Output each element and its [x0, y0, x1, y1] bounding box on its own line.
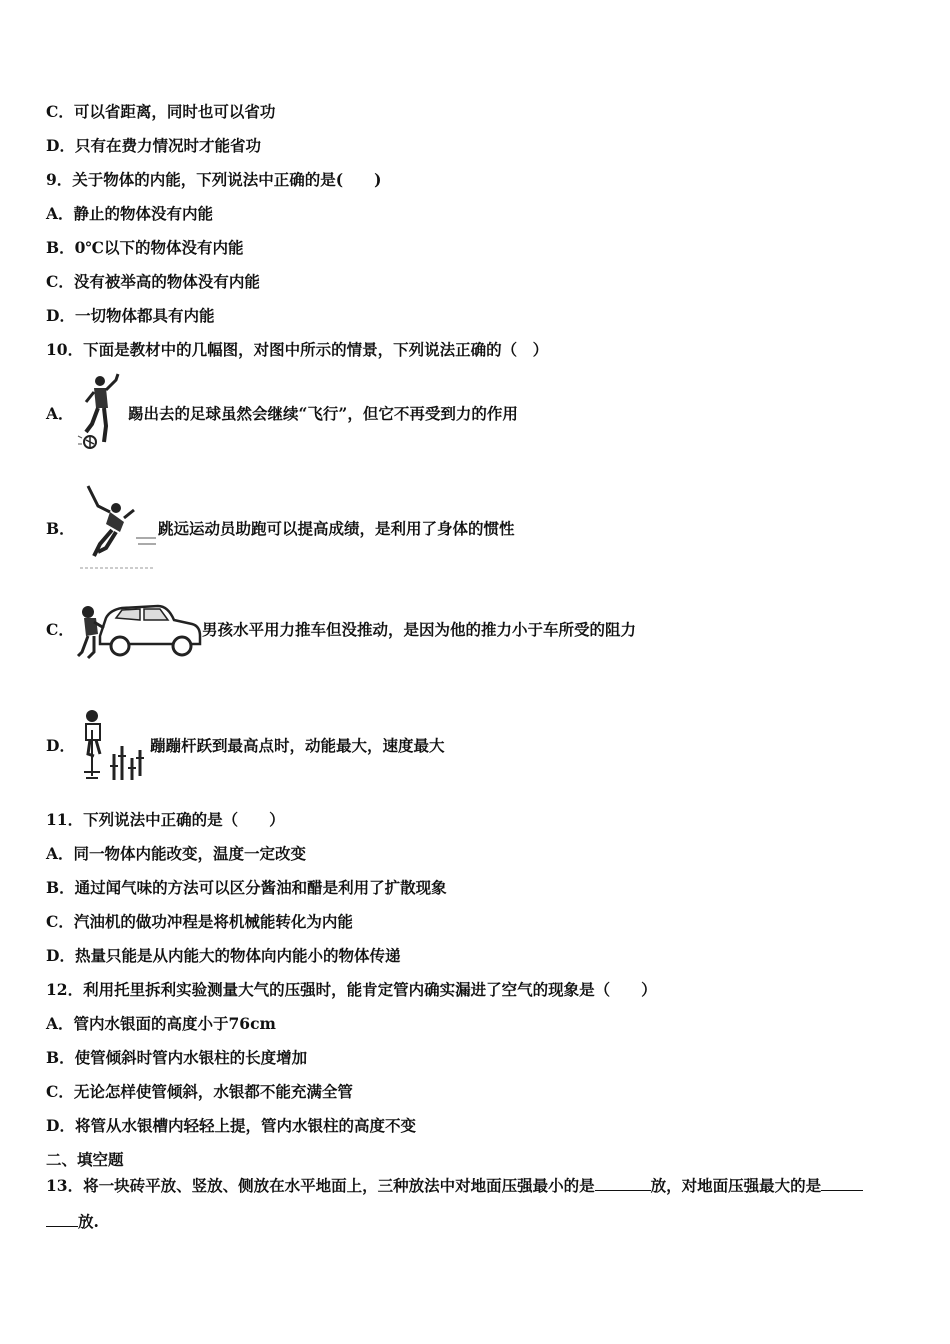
soccer-player-icon	[76, 372, 126, 454]
q13-line1	[46, 1176, 863, 1196]
option-text: 男孩水平用力推车但没推动，是因为他的推力小于车所受的阻力	[202, 620, 637, 639]
q13-text-part3: 放.	[78, 1212, 99, 1231]
q12-option-c: C．无论怎样使管倾斜，水银都不能充满全管	[46, 1082, 353, 1101]
q13-text-part1: 13．将一块砖平放、竖放、侧放在水平地面上，三种放法中对地面压强最小的是	[46, 1176, 595, 1195]
q10-option-b	[46, 482, 515, 574]
q13-blank-2a[interactable]	[821, 1176, 863, 1191]
q9-stem: 9．关于物体的内能，下列说法中正确的是( )	[46, 170, 382, 189]
option-letter: A．	[46, 404, 74, 423]
q8-option-c: C．可以省距离，同时也可以省功	[46, 102, 276, 121]
option-letter: B．	[46, 519, 75, 538]
q11-option-b: B．通过闻气味的方法可以区分酱油和醋是利用了扩散现象	[46, 878, 447, 897]
q12-option-d: D．将管从水银槽内轻轻上提，管内水银柱的高度不变	[46, 1116, 416, 1135]
q11-option-c: C．汽油机的做功冲程是将机械能转化为内能	[46, 912, 353, 931]
q9-option-c: C．没有被举高的物体没有内能	[46, 272, 260, 291]
long-jumper-icon	[76, 482, 158, 574]
q13-blank-2b[interactable]	[46, 1212, 78, 1227]
q10-stem: 10．下面是教材中的几幅图，对图中所示的情景，下列说法正确的（ ）	[46, 340, 549, 359]
option-text: 跳远运动员助跑可以提高成绩，是利用了身体的惯性	[158, 519, 515, 538]
q13-line2	[46, 1212, 99, 1232]
q12-option-b: B．使管倾斜时管内水银柱的长度增加	[46, 1048, 308, 1067]
q12-stem: 12．利用托里拆利实验测量大气的压强时，能肯定管内确实漏进了空气的现象是（ ）	[46, 980, 657, 999]
q13-text-part2: 放，对地面压强最大的是	[650, 1176, 822, 1195]
q11-stem: 11．下列说法中正确的是（ ）	[46, 810, 285, 829]
pogo-stick-icon	[76, 706, 150, 784]
q8-option-d: D．只有在费力情况时才能省功	[46, 136, 261, 155]
option-letter: D．	[46, 736, 75, 755]
option-letter: C．	[46, 620, 74, 639]
q13-blank-1[interactable]	[595, 1176, 651, 1191]
option-text: 蹦蹦杆跃到最高点时，动能最大，速度最大	[150, 736, 445, 755]
section-title: 二、填空题	[46, 1150, 124, 1169]
q9-option-a: A．静止的物体没有内能	[46, 204, 214, 223]
q11-option-d: D．热量只能是从内能大的物体向内能小的物体传递	[46, 946, 401, 965]
q12-option-a: A．管内水银面的高度小于76cm	[46, 1014, 276, 1033]
q10-option-a	[46, 372, 518, 454]
q9-option-b: B．0℃以下的物体没有内能	[46, 238, 244, 257]
q10-option-c	[46, 596, 636, 662]
q11-option-a: A．同一物体内能改变，温度一定改变	[46, 844, 307, 863]
q9-option-d: D．一切物体都具有内能	[46, 306, 215, 325]
option-text: 踢出去的足球虽然会继续“飞行”，但它不再受到力的作用	[128, 404, 518, 423]
q10-option-d	[46, 706, 445, 784]
boy-pushing-car-icon	[76, 596, 202, 662]
